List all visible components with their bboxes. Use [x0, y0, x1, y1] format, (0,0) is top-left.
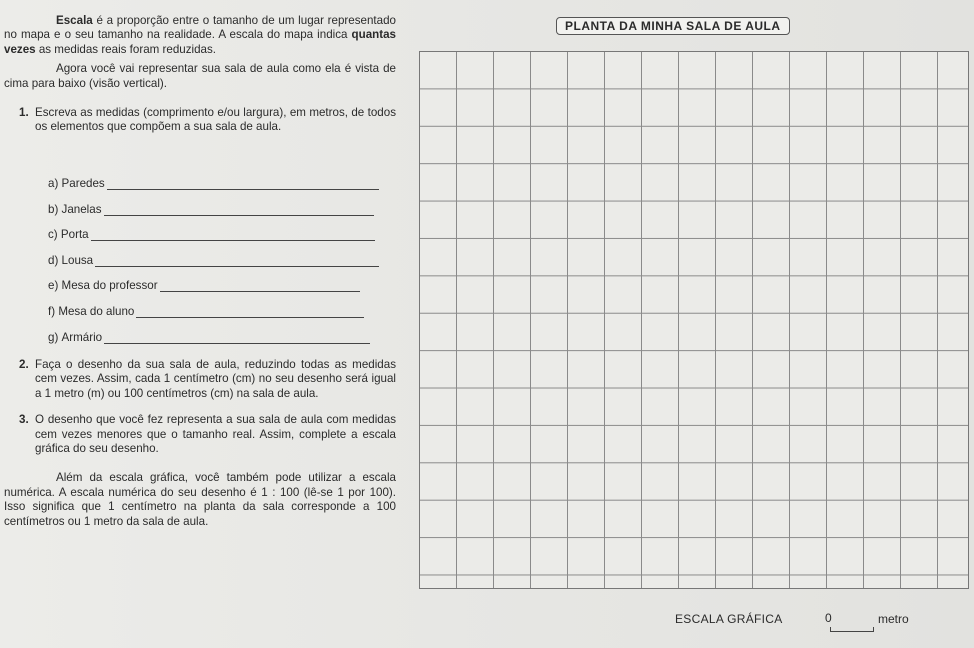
answer-letter: b) — [48, 203, 59, 216]
instructions-column — [4, 14, 396, 135]
answer-line-mesa-professor[interactable] — [48, 279, 360, 292]
answer-line-armario[interactable] — [48, 331, 370, 344]
instructions-column-lower — [4, 358, 396, 529]
answer-letter: g) — [48, 331, 59, 344]
answer-blank[interactable] — [104, 333, 370, 344]
plan-title: PLANTA DA MINHA SALA DE AULA — [556, 17, 790, 35]
answer-label: Mesa do professor — [61, 279, 158, 292]
question-3-text: O desenho que você fez representa a sua sala de aula com medidas cem vezes menores que o tamanho real. Assim, complete a escala gráfica do seu desenho. — [35, 413, 396, 456]
question-1-text: Escreva as medidas (comprimento e/ou largura), em metros, de todos os elementos que compõem a sua sala de aula. — [35, 106, 396, 134]
question-2 — [4, 358, 396, 401]
answer-label: Mesa do aluno — [58, 305, 135, 318]
answer-label: Porta — [60, 228, 89, 241]
answer-letter: e) — [48, 279, 59, 292]
question-2-number: 2. — [19, 358, 29, 371]
intro-keyword-quantas-vezes: quantas vezes — [4, 28, 396, 56]
answer-line-mesa-aluno[interactable] — [48, 305, 364, 318]
intro-keyword-escala: Escala — [56, 14, 93, 27]
answer-label: Paredes — [61, 177, 105, 190]
answer-letter: a) — [48, 177, 59, 190]
answer-blank[interactable] — [95, 256, 379, 267]
answer-label: Armário — [61, 331, 103, 344]
intro-paragraph — [4, 14, 396, 57]
answer-blank[interactable] — [136, 307, 364, 318]
answer-line-janelas[interactable] — [48, 203, 374, 216]
answer-letter: f) — [48, 305, 56, 318]
question-1-number: 1. — [19, 106, 29, 120]
question-3-number: 3. — [19, 413, 29, 427]
closing-paragraph: Além da escala gráfica, você também pode utilizar a escala numérica. A escala numérica do seu desenho é 1 : 100 (lê-se 1 por 100). Isso significa que 1 centímetro na planta da sala corresponde a 100 centímetros ou 1 metro da sala de aula. — [4, 471, 396, 528]
question-3 — [4, 413, 396, 456]
answer-label: Janelas — [61, 203, 102, 216]
question-2-text: Faça o desenho da sua sala de aula, reduzindo todas as medidas cem vezes. Assim, cada 1 centímetro (cm) no seu desenho será igual a 1 metro (m) ou 100 centímetros (cm) na sala de aula. — [35, 358, 396, 400]
scale-zero: 0 — [825, 611, 832, 625]
scale-bar[interactable] — [830, 627, 874, 632]
answer-line-paredes[interactable] — [48, 177, 379, 190]
answer-label: Lousa — [61, 254, 94, 267]
intro-text-2: as medidas reais foram reduzidas. — [35, 42, 217, 56]
answer-blank[interactable] — [104, 205, 374, 216]
scale-label: ESCALA GRÁFICA — [675, 612, 783, 626]
answer-blank[interactable] — [91, 230, 375, 241]
answer-blank[interactable] — [107, 179, 379, 190]
answer-line-lousa[interactable] — [48, 254, 379, 267]
drawing-grid[interactable] — [419, 51, 969, 589]
answer-line-porta[interactable] — [48, 228, 375, 241]
answer-letter: c) — [48, 228, 58, 241]
answer-letter: d) — [48, 254, 59, 267]
question-1 — [4, 106, 396, 135]
intro-text-1: é a proporção entre o tamanho de um lugar representado no mapa e o seu tamanho na realidade. A escala do mapa indica — [4, 14, 396, 42]
scale-unit: metro — [878, 612, 909, 626]
answer-blank[interactable] — [160, 281, 360, 292]
intro-paragraph-2: Agora você vai representar sua sala de aula como ela é vista de cima para baixo (visão vertical). — [4, 62, 396, 90]
